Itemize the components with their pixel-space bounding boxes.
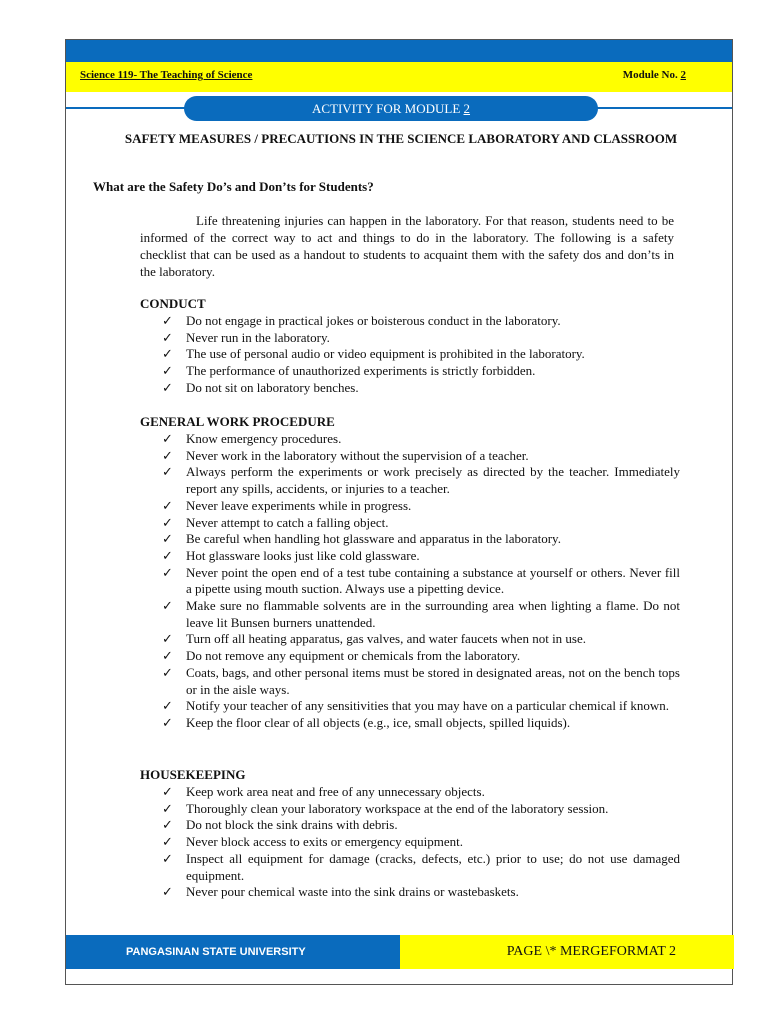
- activity-banner-label: ACTIVITY FOR MODULE: [311, 101, 461, 116]
- list-item: [162, 817, 680, 834]
- list-item: [162, 531, 680, 548]
- intro-paragraph: Life threatening injuries can happen in the laboratory. For that reason, students need to be informed of the correct way to act and things to do in the laboratory. The following is a safety checklist that can be used as a handout to students to acquaint them with the safety dos and don’ts in the laboratory.: [140, 213, 674, 279]
- checkmark-icon: ✓: [162, 834, 173, 850]
- module-label: Module No.: [622, 69, 678, 81]
- list-item-text: Thoroughly clean your laboratory workspace at the end of the laboratory session.: [186, 800, 609, 816]
- list-item: [162, 330, 680, 347]
- list-item: [162, 801, 680, 818]
- list-item: [162, 380, 680, 397]
- header-blue-band: [66, 40, 732, 62]
- list-item: [162, 598, 680, 631]
- checkmark-icon: ✓: [162, 598, 173, 614]
- checklist: [140, 313, 680, 397]
- section-general-work-procedure: [140, 413, 680, 732]
- section-conduct: [140, 295, 680, 397]
- footer-bar: [66, 935, 732, 969]
- list-item: [162, 715, 680, 732]
- list-item: [162, 834, 680, 851]
- document-page: [65, 39, 733, 985]
- list-item-text: The performance of unauthorized experiments is strictly forbidden.: [186, 363, 536, 379]
- list-item: [162, 448, 680, 465]
- checkmark-icon: ✓: [162, 648, 173, 664]
- list-item-text: The use of personal audio or video equipment is prohibited in the laboratory.: [186, 346, 585, 362]
- checkmark-icon: ✓: [162, 664, 173, 680]
- section-heading: CONDUCT: [140, 296, 206, 311]
- checkmark-icon: ✓: [162, 884, 173, 900]
- list-item-text: Do not engage in practical jokes or boisterous conduct in the laboratory.: [186, 313, 561, 328]
- list-item: [162, 784, 680, 801]
- list-item-text: Make sure no flammable solvents are in the surrounding area when lighting a flame. Do not leave lit Bunsen burners unattended.: [186, 598, 680, 630]
- list-item: [162, 884, 680, 901]
- checkmark-icon: ✓: [162, 850, 173, 866]
- list-item: [162, 313, 680, 330]
- list-item-text: Be careful when handling hot glassware and apparatus in the laboratory.: [186, 531, 561, 547]
- checkmark-icon: ✓: [162, 531, 173, 547]
- page-number: PAGE \* MERGEFORMAT 2: [400, 935, 734, 969]
- checkmark-icon: ✓: [162, 800, 173, 816]
- checkmark-icon: ✓: [162, 346, 173, 362]
- header-bar: [66, 62, 732, 92]
- section-housekeeping: [140, 766, 680, 901]
- list-item-text: Never run in the laboratory.: [186, 329, 330, 345]
- checkmark-icon: ✓: [162, 784, 173, 799]
- list-item: [162, 851, 680, 884]
- list-item: [162, 648, 680, 665]
- list-item-text: Know emergency procedures.: [186, 431, 342, 446]
- list-item-text: Turn off all heating apparatus, gas valves, and water faucets when not in use.: [186, 631, 587, 647]
- checkmark-icon: ✓: [162, 564, 173, 580]
- list-item-text: Keep the floor clear of all objects (e.g., ice, small objects, spilled liquids).: [186, 714, 571, 730]
- list-item-text: Hot glassware looks just like cold glassware.: [186, 547, 420, 563]
- checkmark-icon: ✓: [162, 431, 173, 446]
- checkmark-icon: ✓: [162, 714, 173, 730]
- list-item: [162, 498, 680, 515]
- checkmark-icon: ✓: [162, 464, 173, 480]
- checkmark-icon: ✓: [162, 631, 173, 647]
- checklist: [140, 431, 680, 732]
- checkmark-icon: ✓: [162, 514, 173, 530]
- checkmark-icon: ✓: [162, 698, 173, 714]
- module-number-label: [623, 69, 686, 81]
- checkmark-icon: ✓: [162, 547, 173, 563]
- list-item: [162, 565, 680, 598]
- list-item: [162, 698, 680, 715]
- list-item: [162, 431, 680, 448]
- activity-banner-number: 2: [463, 101, 471, 116]
- list-item-text: Never pour chemical waste into the sink drains or wastebaskets.: [186, 884, 519, 900]
- checkmark-icon: ✓: [162, 497, 173, 513]
- list-item-text: Do not block the sink drains with debris.: [186, 817, 398, 833]
- checkmark-icon: ✓: [162, 329, 173, 345]
- list-item-text: Never leave experiments while in progress.: [186, 497, 412, 513]
- list-item: [162, 631, 680, 648]
- section-question: What are the Safety Do’s and Don’ts for Students?: [93, 179, 374, 194]
- university-name: PANGASINAN STATE UNIVERSITY: [66, 935, 400, 969]
- list-item-text: Never work in the laboratory without the supervision of a teacher.: [186, 447, 529, 463]
- list-item-text: Never attempt to catch a falling object.: [186, 514, 389, 530]
- checklist: [140, 784, 680, 901]
- list-item: [162, 346, 680, 363]
- section-heading: GENERAL WORK PROCEDURE: [140, 414, 335, 429]
- list-item: [162, 363, 680, 380]
- checkmark-icon: ✓: [162, 363, 173, 379]
- list-item: [162, 515, 680, 532]
- list-item-text: Notify your teacher of any sensitivities that you may have on a particular chemical if known.: [186, 698, 670, 714]
- course-title: Science 119- The Teaching of Science: [80, 69, 253, 81]
- list-item-text: Do not remove any equipment or chemicals from the laboratory.: [186, 648, 521, 664]
- document-title: SAFETY MEASURES / PRECAUTIONS IN THE SCIENCE LABORATORY AND CLASSROOM: [124, 131, 678, 146]
- list-item-text: Never point the open end of a test tube containing a substance at yourself or others. Never fill a pipette using mouth suction. Always use a pipetting device.: [186, 564, 680, 597]
- list-item: [162, 464, 680, 497]
- list-item: [162, 665, 680, 698]
- list-item: [162, 548, 680, 565]
- checkmark-icon: ✓: [162, 313, 173, 328]
- activity-banner: [184, 96, 598, 121]
- checkmark-icon: ✓: [162, 379, 173, 395]
- list-item-text: Do not sit on laboratory benches.: [186, 379, 359, 395]
- list-item-text: Inspect all equipment for damage (cracks, defects, etc.) prior to use; do not use damaged equipment.: [186, 850, 680, 883]
- module-number: 2: [680, 69, 686, 81]
- checkmark-icon: ✓: [162, 817, 173, 833]
- list-item-text: Coats, bags, and other personal items must be stored in designated areas, not on the bench tops or in the aisle ways.: [186, 664, 680, 697]
- list-item-text: Always perform the experiments or work precisely as directed by the teacher. Immediately report any spills, accidents, or injuries to a teacher.: [186, 464, 680, 497]
- list-item-text: Keep work area neat and free of any unnecessary objects.: [186, 784, 485, 799]
- section-heading: HOUSEKEEPING: [140, 767, 246, 782]
- checkmark-icon: ✓: [162, 447, 173, 463]
- list-item-text: Never block access to exits or emergency equipment.: [186, 834, 463, 850]
